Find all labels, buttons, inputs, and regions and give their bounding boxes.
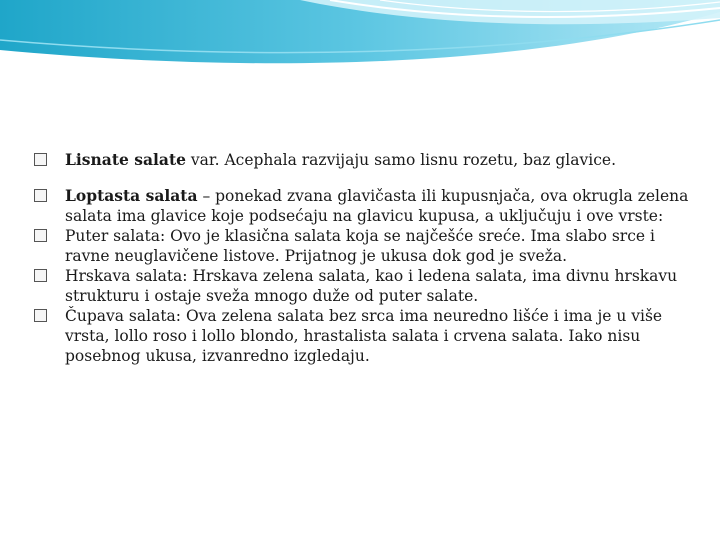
list-item	[34, 266, 694, 306]
item-lead: Loptasta salata	[65, 186, 198, 205]
list-item	[34, 186, 694, 226]
replacement-character-icon	[34, 189, 47, 202]
replacement-character-icon	[34, 309, 47, 322]
item-text: var. Acephala razvijaju samo lisnu rozetu, baz glavice.	[185, 151, 616, 169]
replacement-character-icon	[34, 269, 47, 282]
slide-content	[34, 150, 694, 366]
item-text: Puter salata: Ovo je klasična salata koja se najčešće sreće. Ima slabo srce i ravne neuglavičene listove. Prijatnog je ukusa dok god je sveža.	[65, 227, 655, 265]
list-item	[34, 306, 694, 366]
item-text: – ponekad zvana glavičasta ili kupusnjača, ova okrugla zelena salata ima glavice koje podsećaju na glavicu kupusa, a uključuju i ove vrste:	[65, 187, 689, 225]
item-text: Hrskava salata: Hrskava zelena salata, kao i ledena salata, ima divnu hrskavu strukturu i ostaje sveža mnogo duže od puter salate.	[65, 267, 678, 305]
replacement-character-icon	[34, 153, 47, 166]
item-text: Čupava salata: Ova zelena salata bez srca ima neuredno lišće i ima je u više vrsta, lollo roso i lollo blondo, hrastalista salata i crvena salata. Iako nisu posebnog ukusa, izvanredno izgledaju.	[65, 307, 663, 365]
list-item	[34, 226, 694, 266]
header-wave-decoration	[0, 0, 720, 70]
replacement-character-icon	[34, 229, 47, 242]
item-lead: Lisnate salate	[65, 150, 186, 169]
list-item	[34, 150, 694, 170]
